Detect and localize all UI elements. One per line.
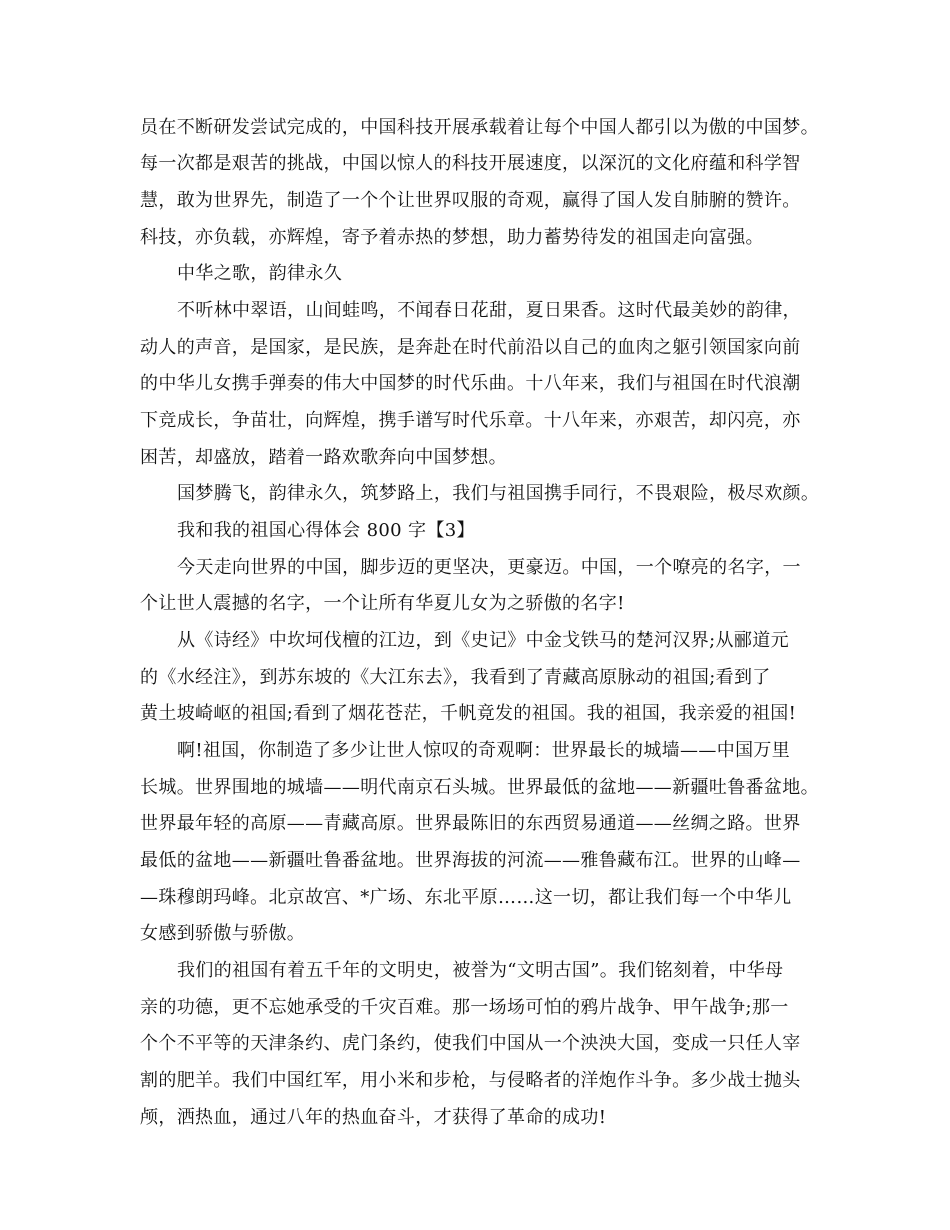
text-line: 长城。世界围地的城墙——明代南京石头城。世界最低的盆地——新疆吐鲁番盆地。 [140, 777, 819, 798]
text-line: 世界最年轻的高原——青藏高原。世界最陈旧的东西贸易通道——丝绸之路。世界 [140, 813, 801, 834]
text-line: 颅，洒热血，通过八年的热血奋斗，才获得了革命的成功! [140, 1107, 607, 1128]
text-line: 割的肥羊。我们中国红军，用小米和步枪，与侵略者的洋炮作斗争。多少战士抛头 [140, 1070, 801, 1091]
text-line: 慧，敢为世界先，制造了一个个让世界叹服的奇观，赢得了国人发自肺腑的赞许。 [140, 190, 801, 211]
text-line: 女感到骄傲与骄傲。 [140, 923, 306, 944]
text-line: 啊!祖国，你制造了多少让世人惊叹的奇观啊：世界最长的城墙——中国万里 [177, 740, 791, 761]
text-line: 个个不平等的天津条约、虎门条约，使我们中国从一个泱泱大国，变成一只任人宰 [140, 1033, 801, 1054]
text-line: 今天走向世界的中国，脚步迈的更坚决，更豪迈。中国，一个嘹亮的名字，一 [177, 557, 801, 578]
text-line: 员在不断研发尝试完成的，中国科技开展承载着让每个中国人都引以为傲的中国梦。 [140, 117, 819, 138]
text-line: 从《诗经》中坎坷伐檀的江边，到《史记》中金戈铁马的楚河汉界;从郦道元 [177, 630, 789, 651]
text-line: 下竞成长，争苗壮，向辉煌，携手谱写时代乐章。十八年来，亦艰苦，却闪亮，亦 [140, 410, 801, 431]
text-line: 的中华儿女携手弹奏的伟大中国梦的时代乐曲。十八年来，我们与祖国在时代浪潮 [140, 373, 801, 394]
text-line: 国梦腾飞，韵律永久，筑梦路上，我们与祖国携手同行，不畏艰险，极尽欢颜。 [177, 483, 820, 504]
text-line: 个让世人震撼的名字，一个让所有华夏儿女为之骄傲的名字! [140, 593, 625, 614]
text-line: 每一次都是艰苦的挑战，中国以惊人的科技开展速度，以深沉的文化府蕴和科学智 [140, 153, 801, 174]
section-heading: 中华之歌，韵律永久 [177, 263, 343, 284]
section-heading: 我和我的祖国心得体会 800 字【3】 [177, 520, 475, 541]
text-line: —珠穆朗玛峰。北京故宫、*广场、东北平原……这一切，都让我们每一个中华儿 [140, 887, 792, 908]
text-line: 亲的功德，更不忘她承受的千灾百难。那一场场可怕的鸦片战争、甲午战争;那一 [140, 997, 789, 1018]
text-line: 科技，亦负载，亦辉煌，寄予着赤热的梦想，助力蓄势待发的祖国走向富强。 [140, 227, 764, 248]
text-line: 不听林中翠语，山间蛙鸣，不闻春日花甜，夏日果香。这时代最美妙的韵律， [177, 300, 801, 321]
text-line: 我们的祖国有着五千年的文明史，被誉为“文明古国”。我们铭刻着，中华母 [177, 960, 784, 981]
text-line: 动人的声音，是国家，是民族，是奔赴在时代前沿以自己的血肉之躯引领国家向前 [140, 337, 801, 358]
text-line: 困苦，却盛放，踏着一路欢歌奔向中国梦想。 [140, 447, 507, 468]
text-line: 的《水经注》，到苏东坡的《大江东去》，我看到了青藏高原脉动的祖国;看到了 [140, 667, 771, 688]
text-line: 黄土坡崎岖的祖国;看到了烟花苍茫，千帆竟发的祖国。我的祖国，我亲爱的祖国! [140, 703, 797, 724]
text-line: 最低的盆地——新疆吐鲁番盆地。世界海拔的河流——雅鲁藏布江。世界的山峰— [140, 850, 801, 871]
